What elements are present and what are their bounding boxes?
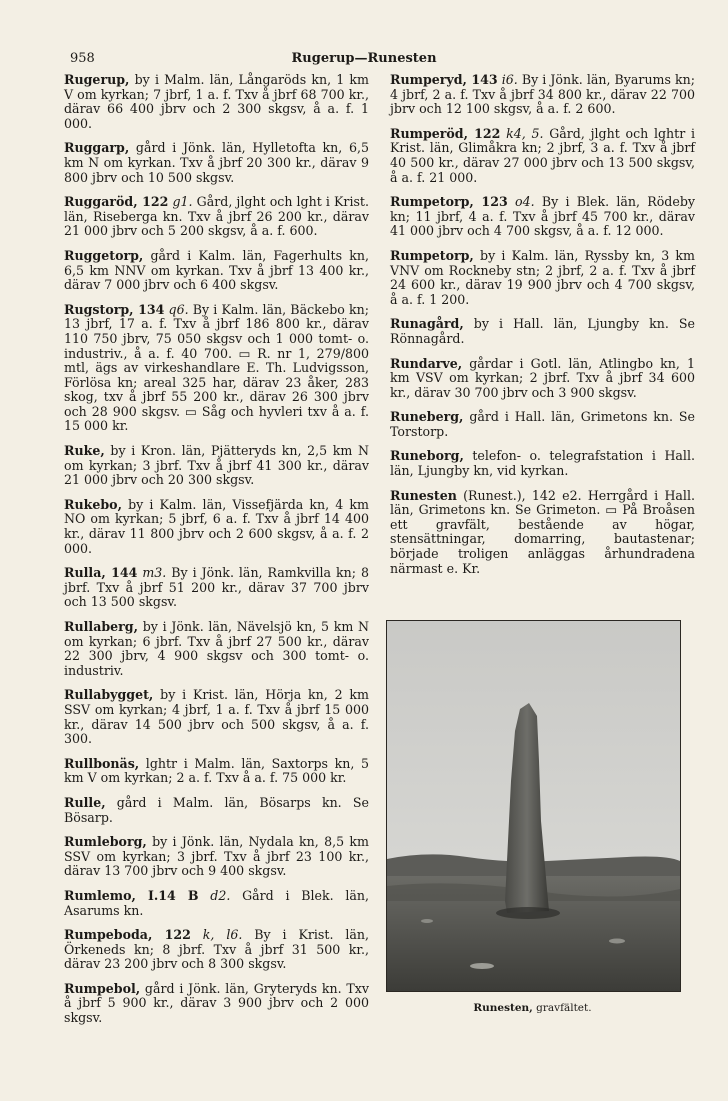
entry — [64, 620, 369, 678]
entry-headword: Rulla, 144 — [64, 565, 138, 581]
entry-map-ref: q6. — [164, 301, 189, 317]
entry-text: By i Kalm. län, Bäckebo kn; 13 jbrf, 17 a. f. Txv å jbrf 186 800 kr., därav 110 750 jbrv, 75 050 skgsv och 1 000 tomt- o. industriv., å a. f. 40 700. ▭ R. nr 1, 279/800 mtl, ägs av virkeshandlare E. Th. Ludvigsson, Förlösa kn; areal 325 har, därav 23 åker, 283 skog, txv å jbrf 55 200 kr., därav 26 300 jbrv och 28 900 skgsv. ▭ Såg och hyvleri txv å a. f. 15 000 kr. — [64, 301, 369, 434]
entry-headword: Rugerup, — [64, 72, 130, 87]
left-column — [64, 73, 369, 1036]
entry-text: Gård, jlght och lght i Krist. län, Riseberga kn. Txv å jbrf 26 200 kr., därav 21 000 jbrv och 5 200 skgsv, å a. f. 600. — [64, 194, 369, 239]
entry-headword: Rumlemo, I.14 B — [64, 887, 199, 903]
entry-headword: Ruggaröd, 122 — [64, 194, 169, 210]
entry — [390, 195, 695, 239]
entry-text: lghtr i Malm. län, Saxtorps kn, 5 km V om kyrkan; 2 a. f. Txv å a. f. 75 000 kr. — [64, 755, 369, 786]
entry — [64, 566, 369, 610]
entry-headword: Rumpetorp, 123 — [390, 194, 508, 210]
entry-map-ref: m3. — [137, 565, 167, 581]
entry-headword: Rumperöd, 122 — [390, 125, 501, 141]
entry-text: Gård i Blek. län, Asarums kn. — [64, 887, 369, 918]
entry — [390, 73, 695, 117]
entry-headword: Rumpebol, — [64, 980, 141, 996]
entry-map-ref: g1. — [168, 194, 193, 210]
entry — [64, 757, 369, 786]
entry-headword: Runeberg, — [390, 409, 464, 425]
entry-headword: Rulle, — [64, 794, 106, 810]
entry — [64, 498, 369, 556]
entry-text: by i Malm. län, Långaröds kn, 1 km V om kyrkan; 7 jbrf, 1 a. f. Txv å jbrf 68 700 kr., därav 66 400 jbrv och 2 300 skgsv, å a. f. 1 000. — [64, 72, 369, 131]
entry-headword: Rugstorp, 134 — [64, 301, 165, 317]
entry-text: Gård, jlght och lghtr i Krist. län, Glimåkra kn; 2 jbrf, 3 a. f. Txv å jbrf 40 500 kr., därav 27 000 jbrv och 13 500 skgsv, å a. f. 21 000. — [390, 125, 695, 185]
running-head: Rugerup—Runesten — [291, 51, 437, 66]
entry — [64, 835, 369, 879]
entry — [390, 317, 695, 346]
entry — [64, 195, 369, 239]
entry-text: By i Jönk. län, Byarums kn; 4 jbrf, 2 a. f. Txv å jbrf 34 800 kr., därav 22 700 jbrv och 12 100 skgsv, å a. f. 2 600. — [390, 72, 696, 117]
entry-headword: Runeborg, — [390, 448, 464, 464]
entry-headword: Rumpetorp, — [390, 247, 474, 263]
entry — [64, 889, 369, 918]
entry-map-ref: d2. — [198, 887, 231, 903]
entry — [390, 127, 695, 185]
entry-text: By i Blek. län, Rödeby kn; 11 jbrf, 4 a. f. Txv å jbrf 45 700 kr., därav 41 000 jbrv och 4 700 skgsv, å a. f. 12 000. — [390, 194, 695, 239]
entry-headword: Rumleborg, — [64, 834, 147, 850]
entry-headword: Rullbonäs, — [64, 755, 140, 771]
entry-headword: Ruggarp, — [64, 140, 130, 156]
entry-headword: Rullabygget, — [64, 687, 154, 703]
entry-text: gård i Hall. län, Grimetons kn. Se Torstorp. — [390, 409, 695, 439]
entry-headword: Rukebo, — [64, 496, 122, 512]
entry — [390, 249, 695, 307]
entry-headword: Rumperyd, 143 — [390, 72, 498, 87]
entry-headword: Rullaberg, — [64, 619, 138, 634]
entry-text: gård i Jönk. län, Hylletofta kn, 6,5 km N om kyrkan. Txv å jbrf 20 300 kr., därav 9 800 jbrv och 10 500 skgsv. — [64, 140, 369, 185]
entry — [64, 73, 369, 131]
entry-map-ref: i6. — [497, 72, 518, 87]
entry-map-ref: k4, 5. — [500, 125, 544, 141]
runestone-photograph — [386, 620, 681, 992]
entry — [64, 444, 369, 488]
entry — [64, 928, 369, 972]
caption-title: Runesten, — [473, 1002, 533, 1014]
caption-text: gravfältet. — [532, 1002, 592, 1014]
entry-text: by i Krist. län, Hörja kn, 2 km SSV om kyrkan; 4 jbrf, 1 a. f. Txv å jbrf 15 000 kr., därav 14 500 jbrv och 500 skgsv, å a. f. 300. — [64, 687, 369, 747]
entry — [64, 303, 369, 434]
entry — [390, 357, 695, 401]
entry-text: by i Kalm. län, Vissefjärda kn, 4 km NO om kyrkan; 5 jbrf, 6 a. f. Txv å jbrf 14 400 kr., därav 11 800 jbrv och 2 600 skgsv, å a. f. 2 000. — [64, 496, 369, 556]
entry-text: (Runest.), 142 e2. Herrgård i Hall. län, Grimetons kn. Se Grimeton. ▭ På Broåsen ett gravfält, bestående av högar, stensättningar, domarring, bautastenar; började troligen anläggas århundradena närmast e. Kr. — [390, 487, 695, 576]
entry — [390, 410, 695, 439]
entry-headword: Runagård, — [390, 316, 464, 332]
entry-map-ref: k, l6. — [190, 927, 243, 943]
entry-text: gård i Malm. län, Bösarps kn. Se Bösarp. — [64, 794, 369, 825]
entry — [64, 249, 369, 293]
entry-text: By i Krist. län, Örkeneds kn; 8 jbrf. Txv å jbrf 31 500 kr., därav 23 200 jbrv och 8 300 skgsv. — [64, 927, 369, 972]
entry-text: by i Kalm. län, Ryssby kn, 3 km VNV om Rockneby stn; 2 jbrf, 2 a. f. Txv å jbrf 24 600 kr., därav 19 900 jbrv och 4 700 skgsv, å a. f. 1 200. — [390, 247, 695, 307]
entry-text: gård i Jönk. län, Gryteryds kn. Txv å jbrf 5 900 kr., därav 3 900 jbrv och 2 000 skgsv. — [64, 980, 369, 1026]
entry — [390, 489, 695, 577]
entry — [64, 688, 369, 746]
entry — [64, 796, 369, 825]
entry-headword: Ruke, — [64, 443, 105, 459]
entry-headword: Ruggetorp, — [64, 247, 144, 263]
entry-headword: Runesten — [390, 487, 457, 503]
entry-text: gård i Kalm. län, Fagerhults kn, 6,5 km NNV om kyrkan. Txv å jbrf 13 400 kr., därav 7 000 jbrv och 6 400 skgsv. — [64, 247, 369, 293]
entry-text: by i Jönk. län, Nydala kn, 8,5 km SSV om kyrkan; 3 jbrf. Txv å jbrf 23 100 kr., därav 13 700 jbrv och 9 400 skgsv. — [64, 834, 369, 879]
entry — [64, 982, 369, 1026]
entry-headword: Rundarve, — [390, 355, 463, 371]
entry-headword: Rumpeboda, 122 — [64, 927, 191, 943]
entry-map-ref: o4. — [507, 194, 535, 210]
entry-text: telefon- o. telegrafstation i Hall. län, Ljungby kn, vid kyrkan. — [390, 448, 695, 479]
entry — [390, 449, 695, 478]
entry-text: by i Jönk. län, Nävelsjö kn, 5 km N om kyrkan; 6 jbrf. Txv å jbrf 27 500 kr., därav 22 300 jbrv, 4 900 skgsv och 300 tomt- o. industriv. — [64, 619, 369, 678]
entry — [64, 141, 369, 185]
right-column — [390, 73, 695, 586]
runestone-photo-image — [387, 621, 680, 991]
page-number: 958 — [70, 51, 95, 66]
entry-text: By i Jönk. län, Ramkvilla kn; 8 jbrf. Txv å jbrf 51 200 kr., därav 37 700 jbrv och 13 500 skgsv. — [64, 565, 369, 610]
entry-text: gårdar i Gotl. län, Atlingbo kn, 1 km VSV om kyrkan; 2 jbrf. Txv å jbrf 34 600 kr., därav 30 700 jbrv och 3 900 skgsv. — [390, 355, 695, 400]
entry-text: by i Kron. län, Pjätteryds kn, 2,5 km N om kyrkan; 3 jbrf. Txv å jbrf 41 300 kr., därav 21 000 jbrv och 20 300 skgsv. — [64, 443, 369, 488]
entry-text: by i Hall. län, Ljungby kn. Se Rönnagård. — [390, 316, 695, 346]
figure-caption — [386, 1002, 679, 1014]
